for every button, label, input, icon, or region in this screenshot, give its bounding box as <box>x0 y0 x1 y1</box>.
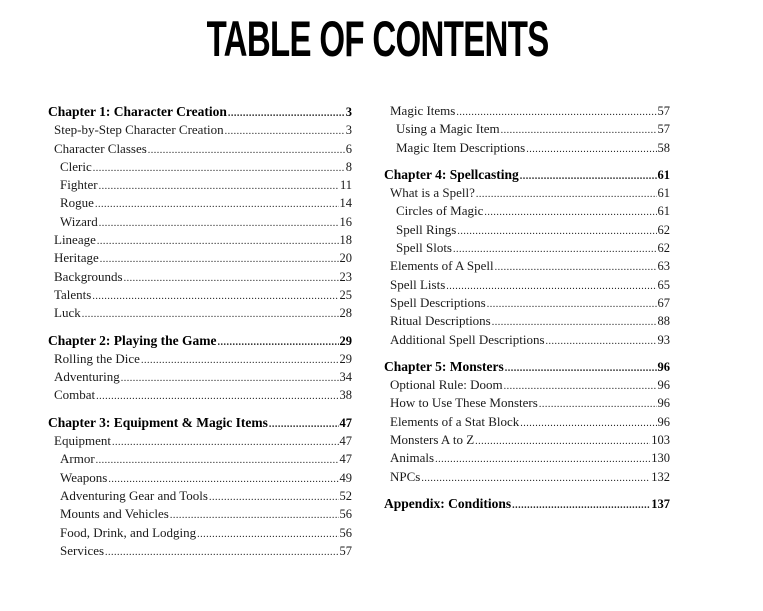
toc-entry[interactable] <box>48 194 352 212</box>
dot-leader <box>453 241 657 259</box>
toc-left-column <box>48 103 352 560</box>
toc-label: Step-by-Step Character Creation <box>54 122 224 138</box>
dot-leader <box>225 123 345 141</box>
dot-leader <box>520 415 656 433</box>
toc-entry[interactable] <box>384 449 670 467</box>
dot-leader <box>228 105 345 123</box>
toc-entry[interactable] <box>384 139 670 157</box>
dot-leader <box>95 196 339 214</box>
toc-entry[interactable] <box>48 350 352 368</box>
toc-chapter-1[interactable] <box>48 103 352 121</box>
toc-page-number: 57 <box>339 543 352 558</box>
toc-page-number: 62 <box>657 222 670 237</box>
toc-label: Chapter 1: Character Creation <box>48 104 227 119</box>
dot-leader <box>520 168 657 186</box>
toc-entry[interactable] <box>384 468 670 486</box>
toc-page-number: 8 <box>345 159 352 174</box>
toc-entry[interactable] <box>384 312 670 330</box>
toc-page-number: 96 <box>657 378 670 393</box>
toc-page-number: 62 <box>657 241 670 256</box>
toc-page-number: 29 <box>339 333 352 348</box>
toc-page-number: 56 <box>339 507 352 522</box>
toc-label: Talents <box>54 286 92 302</box>
toc-entry[interactable] <box>48 386 352 404</box>
toc-entry[interactable] <box>384 257 670 275</box>
toc-page-number: 57 <box>657 122 670 137</box>
toc-label: Adventuring Gear and Tools <box>60 487 208 503</box>
toc-page-number: 25 <box>339 287 352 302</box>
toc-label: Magic Items <box>390 103 456 118</box>
toc-entry[interactable] <box>48 505 352 523</box>
toc-page-number: 52 <box>339 488 352 503</box>
dot-leader <box>476 186 657 204</box>
dot-leader <box>82 306 339 324</box>
dot-leader <box>141 352 339 370</box>
toc-label: Spell Lists <box>390 276 446 292</box>
toc-chapter-4[interactable] <box>384 166 670 184</box>
toc-label: Additional Spell Descriptions <box>390 331 545 347</box>
toc-page-number: 14 <box>339 196 352 211</box>
toc-entry[interactable] <box>48 487 352 505</box>
toc-label: Rogue <box>60 195 94 211</box>
toc-chapter-2[interactable] <box>48 332 352 350</box>
toc-label: Armor <box>60 451 95 467</box>
dot-leader <box>269 416 339 434</box>
toc-label: Chapter 4: Spellcasting <box>384 166 519 182</box>
toc-entry[interactable] <box>384 376 670 394</box>
toc-entry[interactable] <box>48 368 352 386</box>
dot-leader <box>539 396 657 414</box>
toc-page-number: 56 <box>339 525 352 540</box>
toc-entry[interactable] <box>48 432 352 450</box>
dot-leader <box>512 497 650 515</box>
toc-label: Monsters A to Z <box>390 432 475 448</box>
toc-label: Elements of a Stat Block <box>390 413 520 429</box>
toc-page-number: 93 <box>657 332 670 347</box>
dot-leader <box>148 142 345 160</box>
toc-label: Combat <box>54 387 96 403</box>
toc-label: Rolling the Dice <box>54 350 140 366</box>
dot-leader <box>421 470 650 488</box>
toc-entry[interactable] <box>384 102 670 120</box>
toc-entry[interactable] <box>384 331 670 349</box>
toc-entry[interactable] <box>384 294 670 312</box>
dot-leader <box>446 278 656 296</box>
toc-label: Lineage <box>54 232 96 248</box>
toc-entry[interactable] <box>384 431 670 449</box>
toc-label: Elements of A Spell <box>390 258 494 274</box>
dot-leader <box>218 334 339 352</box>
toc-page-number: 47 <box>339 452 352 467</box>
dot-leader <box>487 296 657 314</box>
toc-entry[interactable] <box>384 202 670 220</box>
dot-leader <box>546 333 657 351</box>
toc-entry[interactable] <box>384 184 670 202</box>
toc-page-number: 34 <box>339 370 352 385</box>
toc-entry[interactable] <box>384 276 670 294</box>
toc-page-number: 11 <box>339 178 352 193</box>
toc-page-number: 61 <box>657 167 670 182</box>
toc-page-number: 57 <box>657 104 670 118</box>
toc-page-number: 61 <box>657 186 670 201</box>
toc-label: Services <box>60 542 105 558</box>
toc-entry[interactable] <box>384 221 670 239</box>
toc-label: Luck <box>54 305 81 321</box>
toc-label: Ritual Descriptions <box>390 313 491 329</box>
toc-label: Fighter <box>60 177 98 193</box>
toc-label: Animals <box>390 450 435 466</box>
dot-leader <box>124 270 339 288</box>
toc-page-number: 130 <box>651 451 670 466</box>
toc-page-number: 88 <box>657 314 670 329</box>
toc-entry[interactable] <box>48 450 352 468</box>
toc-label: Optional Rule: Doom <box>390 377 503 393</box>
dot-leader <box>96 452 339 470</box>
toc-page-number: 38 <box>339 388 352 403</box>
toc-label: How to Use These Monsters <box>390 395 538 411</box>
toc-page-number: 47 <box>339 415 352 430</box>
dot-leader <box>435 451 650 469</box>
dot-leader <box>108 471 338 489</box>
toc-entry[interactable] <box>48 121 352 139</box>
dot-leader <box>495 259 657 277</box>
toc-label: Spell Descriptions <box>390 294 486 310</box>
toc-page-number: 20 <box>339 251 352 266</box>
toc-page-number: 61 <box>657 204 670 219</box>
toc-label: Wizard <box>60 213 98 229</box>
toc-label: Weapons <box>60 469 108 485</box>
dot-leader <box>100 251 339 269</box>
toc-page-number: 18 <box>339 233 352 248</box>
toc-page-number: 58 <box>657 140 670 155</box>
dot-leader <box>501 122 657 140</box>
toc-label: Mounts and Vehicles <box>60 506 169 522</box>
toc-label: Chapter 2: Playing the Game <box>48 332 217 348</box>
dot-leader <box>170 507 339 525</box>
toc-entry[interactable] <box>48 469 352 487</box>
toc-label: Adventuring <box>54 369 120 385</box>
toc-label: Chapter 3: Equipment & Magic Items <box>48 414 268 430</box>
toc-page-number: 49 <box>339 470 352 485</box>
dot-leader <box>97 233 339 251</box>
toc-entry[interactable] <box>384 394 670 412</box>
dot-leader <box>105 544 338 562</box>
toc-entry[interactable] <box>48 542 352 560</box>
dot-leader <box>93 160 345 178</box>
toc-right-column <box>384 102 670 513</box>
toc-entry[interactable] <box>48 268 352 286</box>
toc-label: Cleric <box>60 158 92 174</box>
toc-label: Backgrounds <box>54 268 123 284</box>
dot-leader <box>475 433 650 451</box>
toc-entry[interactable] <box>384 413 670 431</box>
toc-entry[interactable] <box>48 140 352 158</box>
toc-entry[interactable] <box>48 231 352 249</box>
toc-chapter-5[interactable] <box>384 358 670 376</box>
toc-entry[interactable] <box>48 176 352 194</box>
toc-page-number: 67 <box>657 295 670 310</box>
dot-leader <box>492 314 657 332</box>
dot-leader <box>96 388 338 406</box>
toc-chapter-3[interactable] <box>48 414 352 432</box>
toc-page-number: 96 <box>657 396 670 411</box>
toc-page-number: 63 <box>657 259 670 274</box>
dot-leader <box>92 288 338 306</box>
toc-entry[interactable] <box>48 524 352 542</box>
toc-label: What is a Spell? <box>390 185 475 201</box>
toc-label: Chapter 5: Monsters <box>384 358 504 374</box>
toc-entry[interactable] <box>48 304 352 322</box>
toc-entry[interactable] <box>48 158 352 176</box>
dot-leader <box>526 141 656 159</box>
page-title: TABLE OF CONTENTS <box>206 11 549 67</box>
toc-label: Circles of Magic <box>396 203 484 219</box>
dot-leader <box>484 204 656 222</box>
toc-page-number: 103 <box>651 433 670 448</box>
toc-page-number: 65 <box>657 277 670 292</box>
toc-label: Spell Rings <box>396 221 457 237</box>
dot-leader <box>457 223 656 241</box>
toc-page-number: 96 <box>657 414 670 429</box>
toc-label: Heritage <box>54 250 99 266</box>
dot-leader <box>121 370 339 388</box>
toc-page-number: 137 <box>651 496 670 511</box>
toc-label: Using a Magic Item <box>396 121 500 137</box>
toc-entry[interactable] <box>384 239 670 257</box>
toc-page-number: 6 <box>345 141 352 156</box>
toc-page-number: 23 <box>339 269 352 284</box>
toc-label: Character Classes <box>54 140 147 156</box>
toc-page-number: 3 <box>345 123 352 138</box>
toc-entry[interactable] <box>48 213 352 231</box>
toc-label: Spell Slots <box>396 240 452 256</box>
toc-label: Food, Drink, and Lodging <box>60 524 197 540</box>
toc-label: NPCs <box>390 468 421 484</box>
toc-page-number: 16 <box>339 214 352 229</box>
toc-entry[interactable] <box>48 286 352 304</box>
dot-leader <box>209 489 339 507</box>
dot-leader <box>197 526 338 544</box>
toc-entry[interactable] <box>384 120 670 138</box>
dot-leader <box>505 360 657 378</box>
dot-leader <box>456 104 656 122</box>
dot-leader <box>112 434 338 452</box>
toc-appendix[interactable] <box>384 495 670 513</box>
toc-entry[interactable] <box>48 249 352 267</box>
dot-leader <box>504 378 657 396</box>
toc-page-number: 132 <box>651 469 670 484</box>
toc-label: Equipment <box>54 433 112 449</box>
toc-page-number: 96 <box>657 359 670 374</box>
dot-leader <box>99 178 339 196</box>
dot-leader <box>99 215 339 233</box>
toc-page-number: 3 <box>345 105 352 119</box>
toc-page-number: 29 <box>339 351 352 366</box>
toc-page-number: 47 <box>339 434 352 449</box>
toc-label: Appendix: Conditions <box>384 495 512 511</box>
toc-label: Magic Item Descriptions <box>396 139 526 155</box>
toc-page-number: 28 <box>339 306 352 321</box>
